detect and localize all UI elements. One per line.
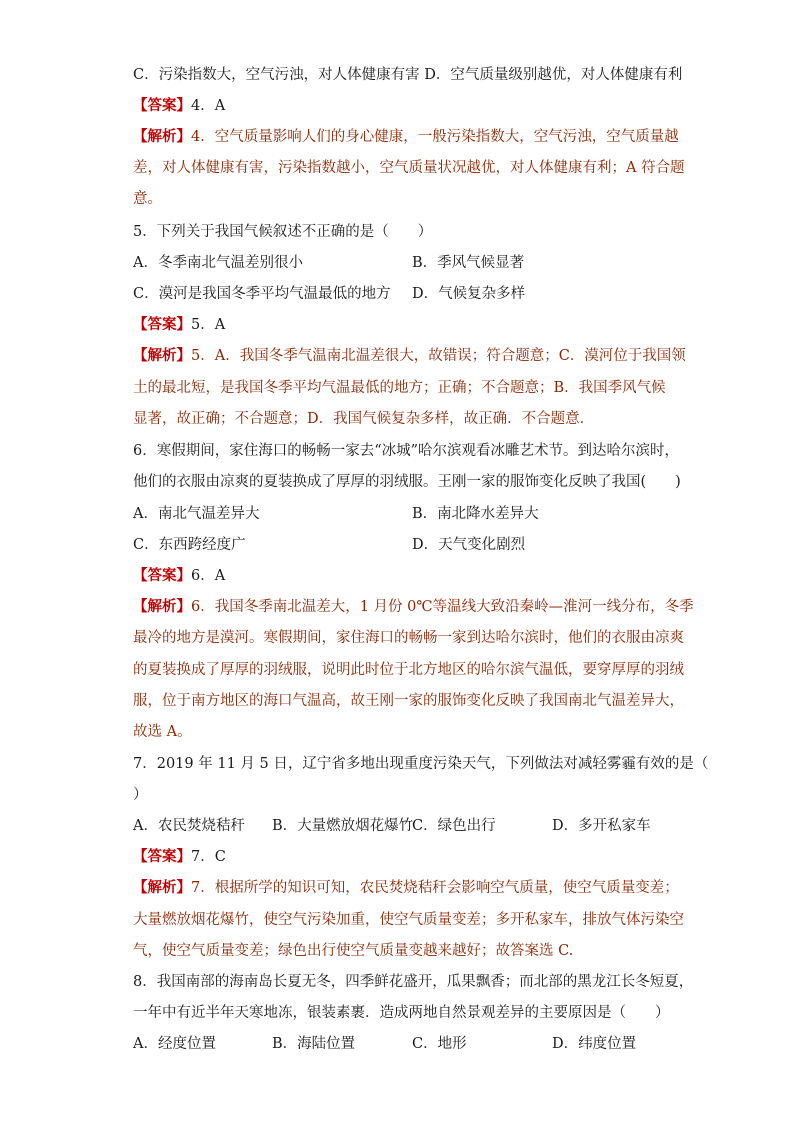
question-7-line-2: ） (133, 787, 148, 803)
analysis-4-line-3: 意。 (133, 191, 162, 207)
analysis-text: 7．根据所学的知识可知，农民焚烧秸秆会影响空气质量，使空气质量变差； (191, 880, 679, 896)
analysis-7-line-1 (133, 877, 679, 899)
answer-value: 4．A (191, 98, 226, 114)
analysis-tag: 【解析】 (133, 128, 191, 145)
question-5-option-d: D．气候复杂多样 (412, 286, 526, 302)
answer-tag: 【答案】 (133, 567, 191, 584)
question-6-option-c: C．东西跨经度广 (133, 537, 246, 553)
analysis-7-line-2: 大量燃放烟花爆竹，使空气污染加重，使空气质量变差；多开私家车，排放气体污染空 (133, 912, 684, 928)
answer-tag: 【答案】 (133, 316, 191, 333)
answer-4 (133, 95, 225, 117)
analysis-text: 4．空气质量影响人们的身心健康，一般污染指数大，空气污浊，空气质量越 (191, 129, 679, 145)
question-6-line-2: 他们的衣服由凉爽的夏装换成了厚厚的羽绒服。王刚一家的服饰变化反映了我国( ) (133, 474, 681, 490)
answer-6 (133, 565, 225, 587)
question-8-option-c: C．地形 (412, 1036, 467, 1052)
question-5: 5．下列关于我国气候叙述不正确的是（ ） (133, 224, 433, 240)
analysis-text: 5．A．我国冬季气温南北温差很大，故错误；符合题意；C．漠河位于我国领 (191, 348, 686, 364)
question-6-line-1: 6．寒假期间，家住海口的畅畅一家去“冰城”哈尔滨观看冰雕艺术节。到达哈尔滨时， (133, 443, 680, 459)
question-6-option-a: A．南北气温差异大 (133, 506, 260, 522)
analysis-4-line-1 (133, 126, 679, 148)
analysis-6-line-2: 最冷的地方是漠河。寒假期间，家住海口的畅畅一家到达哈尔滨时，他们的衣服由凉爽 (133, 630, 684, 646)
option-line-cd: C．污染指数大，空气污浊，对人体健康有害 D．空气质量级别越优，对人体健康有利 (133, 67, 683, 83)
answer-tag: 【答案】 (133, 848, 191, 865)
question-8-line-1: 8．我国南部的海南岛长夏无冬，四季鲜花盛开，瓜果飘香；而北部的黑龙江长冬短夏， (133, 974, 694, 990)
question-7-option-c: C．绿色出行 (412, 818, 496, 834)
question-8-line-2: 一年中有近半年天寒地冻，银装素裹．造成两地自然景观差异的主要原因是（ ） (133, 1005, 670, 1021)
question-7-option-d: D．多开私家车 (552, 818, 651, 834)
question-5-option-a: A．冬季南北气温差别很小 (133, 255, 303, 271)
question-5-option-c: C．漠河是我国冬季平均气温最低的地方 (133, 286, 391, 302)
question-6-option-b: B．南北降水差异大 (412, 506, 539, 522)
analysis-5-line-1 (133, 345, 686, 367)
question-8-option-a: A．经度位置 (133, 1036, 216, 1052)
analysis-text: 6．我国冬季南北温差大，1 月份 0℃等温线大致沿秦岭—淮河一线分布，冬季 (191, 599, 694, 615)
answer-7 (133, 846, 226, 868)
question-5-option-b: B．季风气候显著 (412, 255, 525, 271)
question-6-option-d: D．天气变化剧烈 (412, 537, 526, 553)
question-7-option-a: A．农民焚烧秸秆 (133, 818, 245, 834)
analysis-tag: 【解析】 (133, 879, 191, 896)
analysis-6-line-3: 的夏装换成了厚厚的羽绒服，说明此时位于北方地区的哈尔滨气温低，要穿厚厚的羽绒 (133, 662, 684, 678)
answer-value: 5．A (191, 317, 226, 333)
analysis-tag: 【解析】 (133, 347, 191, 364)
question-8-option-d: D．纬度位置 (552, 1036, 637, 1052)
analysis-5-line-2: 土的最北短，是我国冬季平均气温最低的地方；正确；不合题意；B．我国季风气候 (133, 380, 666, 396)
question-8-option-b: B．海陆位置 (272, 1036, 356, 1052)
answer-value: 7．C (191, 849, 226, 865)
analysis-4-line-2: 差，对人体健康有害，污染指数越小，空气质量状况越优，对人体健康有利；A 符合题 (133, 160, 685, 176)
answer-value: 6．A (191, 568, 226, 584)
question-7-option-b: B．大量燃放烟花爆竹 (272, 818, 414, 834)
answer-tag: 【答案】 (133, 97, 191, 114)
answer-5 (133, 314, 225, 336)
analysis-7-line-3: 气，使空气质量变差；绿色出行使空气质量变越来越好；故答案选 C. (133, 943, 574, 959)
analysis-tag: 【解析】 (133, 598, 191, 615)
analysis-6-line-1 (133, 596, 694, 618)
question-7-line-1: 7．2019 年 11 月 5 日，辽宁省多地出现重度污染天气，下列做法对减轻雾霾有效的是（ (133, 756, 709, 772)
analysis-5-line-3: 显著，故正确；不合题意；D．我国气候复杂多样，故正确．不合题意． (133, 411, 595, 427)
analysis-6-line-4: 服，位于南方地区的海口气温高，故王刚一家的服饰变化反映了我国南北气温差异大， (133, 693, 684, 709)
analysis-6-line-5: 故选 A。 (133, 724, 192, 740)
